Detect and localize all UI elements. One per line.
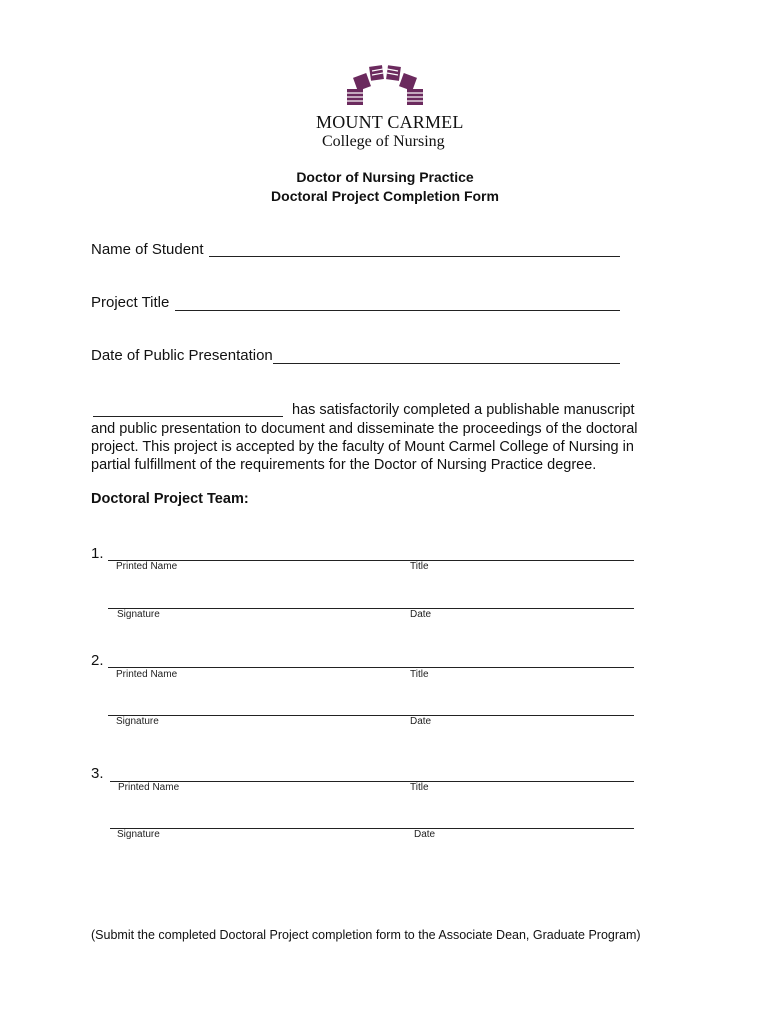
printed-name-title-field[interactable] (108, 667, 634, 668)
statement-first-line: has satisfactorily completed a publishable manuscript (292, 402, 635, 418)
statement-name-field[interactable] (93, 416, 283, 417)
printed-name-label: Printed Name (116, 669, 178, 680)
printed-name-label: Printed Name (118, 782, 180, 793)
date-label: Date (410, 716, 432, 727)
signature-date-field[interactable] (108, 608, 634, 609)
signature-label: Signature (117, 829, 160, 840)
printed-name-title-field[interactable] (108, 560, 634, 561)
form-title-line-1: Doctor of Nursing Practice (296, 169, 474, 185)
student-name-label: Name of Student (91, 241, 204, 258)
date-label: Date (410, 609, 432, 620)
presentation-date-label: Date of Public Presentation (91, 347, 273, 364)
presentation-date-field[interactable] (273, 363, 620, 364)
logo-line-2: College of Nursing (322, 133, 445, 150)
title-label: Title (410, 561, 429, 572)
project-title-field[interactable] (175, 310, 620, 311)
team-member-number: 2. (91, 652, 104, 669)
signature-label: Signature (117, 609, 160, 620)
form-title-line-2: Doctoral Project Completion Form (271, 188, 499, 204)
title-label: Title (410, 782, 429, 793)
logo-arch-icon (345, 63, 425, 107)
signature-date-field[interactable] (110, 828, 634, 829)
student-name-field[interactable] (209, 256, 620, 257)
project-title-label: Project Title (91, 294, 170, 311)
logo-line-1: MOUNT CARMEL (316, 112, 464, 132)
footer-note: (Submit the completed Doctoral Project completion form to the Associate Dean, Graduate Program) (91, 928, 641, 942)
date-label: Date (414, 829, 436, 840)
printed-name-label: Printed Name (116, 561, 178, 572)
signature-date-field[interactable] (108, 715, 634, 716)
team-member-number: 3. (91, 765, 104, 782)
statement-paragraph: and public presentation to document and disseminate the proceedings of the doctoral project. This project is accepted by the faculty of Mount Carmel College of Nursing in partial fulfillment of the requirements for the Doctor of Nursing Practice degree. (91, 421, 638, 473)
printed-name-title-field[interactable] (110, 781, 634, 782)
team-heading: Doctoral Project Team: (91, 491, 249, 507)
team-member-number: 1. (91, 545, 104, 562)
signature-label: Signature (116, 716, 159, 727)
title-label: Title (410, 669, 429, 680)
